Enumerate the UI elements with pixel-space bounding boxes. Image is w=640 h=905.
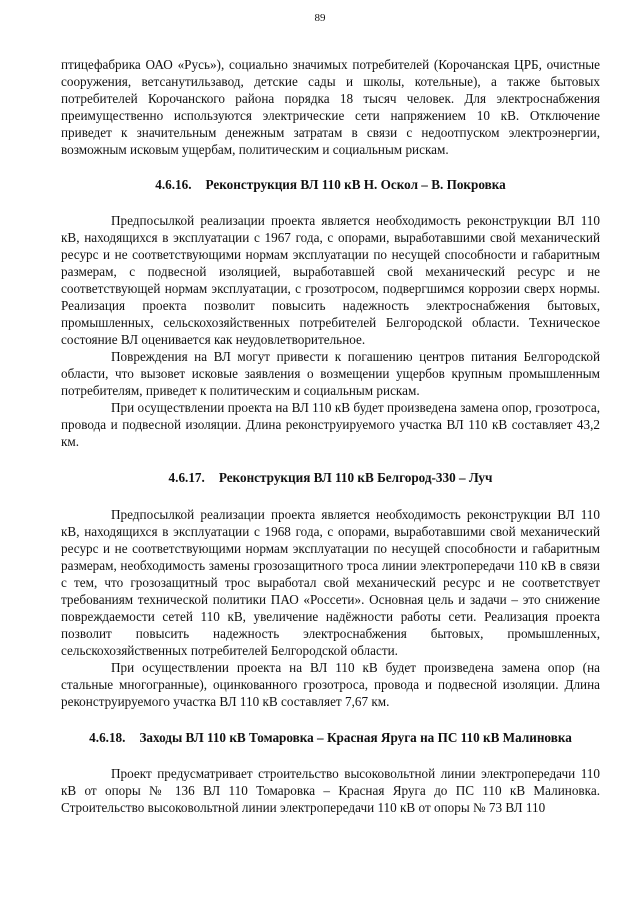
page-number: 89 (314, 12, 326, 24)
section-number: 4.6.18. (89, 730, 126, 745)
body-paragraph: Предпосылкой реализации проекта является необходимость реконструкции ВЛ 110 кВ, находящихся в эксплуатации с 1967 года, с опорами, выработавшими свой механический ресурс и не соответствующими нормам эксплуатации по несущей способности и габаритным размерам, с подвесной изоляцией, выработавшей свой механический ресурс и не соответствующей нормам эксплуатации, с грозотросом, подвергшимся коррозии сверх нормы. Реализация проекта позволит повысить надежность электроснабжения бытовых, промышленных, сельскохозяйственных потребителей Белгородской области. Техническое состояние ВЛ оценивается как неудовлетворительное. (61, 213, 600, 347)
body-paragraph: При осуществлении проекта на ВЛ 110 кВ будет произведена замена опор, грозотроса, провода и подвесной изоляции. Длина реконструируемого участка ВЛ 110 кВ составляет 43,2 км. (61, 400, 600, 449)
section-heading-4-6-18 (61, 729, 600, 746)
body-paragraph: При осуществлении проекта на ВЛ 110 кВ будет произведена замена опор (на стальные многогранные), оцинкованного грозотроса, провода и подвесной изоляции. Длина реконструируемого участка ВЛ 110 кВ составляет 7,67 км. (61, 660, 600, 709)
section-number: 4.6.16. (155, 177, 192, 192)
section-title: Реконструкция ВЛ 110 кВ Белгород-330 – Луч (218, 470, 493, 485)
section-heading-4-6-16 (61, 176, 600, 193)
intro-paragraph: птицефабрика ОАО «Русь»), социально значимых потребителей (Корочанская ЦРБ, очистные сооружения, ветсанутильзавод, детские сады и школы, котельные), а также бытовых потребителей Корочанского района порядка 18 тысяч человек. Для электроснабжения преимущественно используются электрические сети напряжением 10 кВ. Отключение приведет к значительным денежным затратам в связи с недоотпуском электроэнергии, возможным исковым ущербам, политическим и социальным рискам. (61, 57, 600, 157)
section-heading-4-6-17 (61, 469, 600, 486)
body-paragraph: Предпосылкой реализации проекта является необходимость реконструкции ВЛ 110 кВ, находящихся в эксплуатации с 1968 года, с опорами, выработавшими свой механический ресурс и не соответствующими нормам эксплуатации по несущей способности и габаритным размерам, необходимость замены грозозащитного троса линии электропередачи 110 кВ в связи с тем, что грозозащитный трос выработал свой механический ресурс и не соответствует требованиям технической политики ПАО «Россети». Основная цель и задачи – это снижение повреждаемости сетей 110 кВ, увеличение надёжности работы сети. Реализация проекта позволит повысить надежность электроснабжения бытовых, промышленных, сельскохозяйственных потребителей Белгородской области. (61, 507, 600, 658)
page-content (61, 56, 600, 816)
section-title: Заходы ВЛ 110 кВ Томаровка – Красная Яруга на ПС 110 кВ Малиновка (139, 730, 572, 745)
section-number: 4.6.17. (168, 470, 205, 485)
body-paragraph: Повреждения на ВЛ могут привести к погашению центров питания Белгородской области, что вызовет исковые заявления о возмещении ущербов крупным промышленным потребителям, приведет к политическим и социальным рискам. (61, 349, 600, 398)
body-paragraph: Проект предусматривает строительство высоковольтной линии электропередачи 110 кВ от опоры № 136 ВЛ 110 Томаровка – Красная Яруга до ПС 110 кВ Малиновка. Строительство высоковольтной линии электропередачи 110 кВ от опоры № 73 ВЛ 110 (61, 766, 600, 815)
section-title: Реконструкция ВЛ 110 кВ Н. Оскол – В. Покровка (205, 177, 506, 192)
